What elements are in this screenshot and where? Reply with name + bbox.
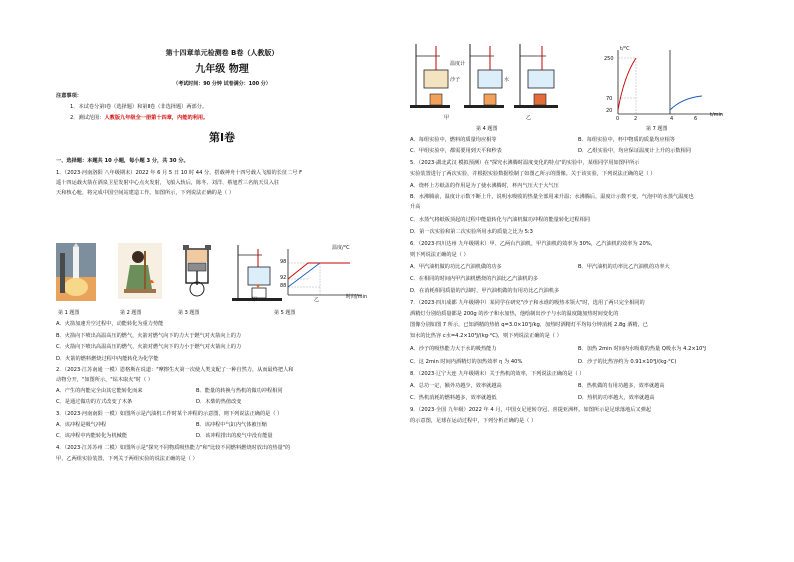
notice-item-2-scope: 人教版九年级全一册第十四章，内能的利用。 bbox=[104, 115, 209, 121]
q3-line: 3．（2023·河南南阳 一模）如图所示是汽油机工作时某个冲程的示意图，则下列说法正确的是（ ） bbox=[56, 411, 283, 417]
graph-x-label: 时间/min bbox=[346, 294, 368, 300]
fig4-label-water: 水 bbox=[504, 77, 510, 83]
q6-option-c: C．在相同的时间内甲汽油机燃烧的汽油比乙汽油机的多 bbox=[410, 276, 539, 282]
q7-line-1: 7．（2023·四川成都 九年级期中）某同学在研究"沙子和水谁的吸热本领大"时，选用了两只完全相同的 bbox=[410, 300, 645, 306]
subject-title: 九年级 物理 bbox=[195, 64, 249, 75]
graph-tick-88: 88 bbox=[280, 283, 287, 289]
q2-option-d: D．木柴的热值改变 bbox=[196, 399, 242, 405]
q4-line-2: 甲、乙两组实验装置，下列关于两组实验的说法正确的是（ ） bbox=[56, 456, 198, 462]
q9-line-2: 的示意图，足球在运动过程中，下列分析正确的是（ ） bbox=[410, 418, 537, 424]
q5-option-a: A．烧杯上方纸盖的作用是为了使水沸腾时，杯内气压大于大气压 bbox=[410, 183, 559, 189]
notice-item-1: 1．本试卷分第Ⅰ卷（选择题）和第Ⅱ卷（非选择题）两部分。 bbox=[70, 104, 208, 110]
heating-apparatus-diagram bbox=[410, 42, 560, 112]
caption-fig-5: 第 5 题图 bbox=[274, 310, 296, 316]
q1-line-3: 天和核心舱，将完成中国空间站建造工作。如图所示，下列说法正确的是（ ） bbox=[56, 190, 235, 196]
volume-title: 第Ⅰ卷 bbox=[208, 131, 236, 144]
q7-option-c: C．这 2min 时间内酒精灯的加热效率 η 为 40% bbox=[410, 359, 523, 365]
sand-water-temperature-graph bbox=[602, 46, 732, 120]
q1-option-c: C．火箭向下喷出高温高压的燃气，火箭对燃气向下的力小于燃气对火箭向上的力 bbox=[56, 344, 242, 350]
graph7-tick-250: 250 bbox=[604, 56, 614, 62]
notice-item-2 bbox=[70, 115, 208, 121]
q6-line-1: 6．（2023·四川达州 九年级期末）甲、乙两台汽油机，甲汽油机的效率为 30%，乙汽油机的效率为 20%， bbox=[410, 241, 656, 247]
graph-tick-98: 98 bbox=[280, 259, 287, 265]
q5-option-b-cont: 升高 bbox=[410, 204, 421, 210]
q8-option-c: C．热机消耗的燃料越多，效率就越低 bbox=[410, 395, 497, 401]
notice-heading: 注意事项： bbox=[56, 93, 82, 99]
q6-option-a: A．甲汽油机做的功比乙汽油机做的功多 bbox=[410, 264, 502, 270]
q2-option-a: A．产生的内能完全由其它能转化而来 bbox=[56, 388, 143, 394]
caption-fig-2: 第 2 题图 bbox=[120, 310, 142, 316]
q6-option-d: D．在消耗相同质量的汽油时，甲汽油机做的有用功比乙汽油机多 bbox=[410, 288, 560, 294]
q4-option-a: A．每组实验中，燃料的质量均应相等 bbox=[410, 137, 497, 143]
q3-option-b: B．该冲程中气缸内气体被压缩 bbox=[196, 422, 267, 428]
graph-tick-92: 92 bbox=[280, 275, 287, 281]
fig4-label-b: 乙 bbox=[526, 115, 532, 121]
q4-line-1: 4．（2023·江苏苏州 二模）如图所示是"探究不同物质吸热能力"和"比较不同燃料燃烧时放出的热量"的 bbox=[56, 445, 291, 451]
caption-fig-4: 第 4 题图 bbox=[476, 126, 498, 132]
q5-line-2: 实验装置进行了两次实验，并根据实验数据绘制了如图乙所示的图像。关于该实验，下列说法正确的是（ ） bbox=[410, 171, 656, 177]
q1-option-a: A．火箭加速升空过程中，动能转化为重力势能 bbox=[56, 321, 164, 327]
engine-cylinder-diagram bbox=[180, 243, 214, 299]
caption-fig-3: 第 3 题图 bbox=[178, 310, 200, 316]
q2-line-2: 动物分开，"如图所示，"钻木取火"时（ ） bbox=[56, 377, 153, 383]
q1-line-1: 1．（2023·河南洛阳 八年级期末）2022 年 6 月 5 日 10 时 44 分，搭载神舟十四号载人飞船的长征二号 F bbox=[56, 170, 303, 176]
q1-option-d: D．火箭的燃料燃烧过程中内能转化为化学能 bbox=[56, 356, 159, 362]
q4-option-b: B．每组实验中，杯中物质的质量均应相等 bbox=[578, 137, 675, 143]
q7-line-3: 图像分别如图 7 所示，已知酒精的热值 q=3.0×10⁷J/kg，加热时酒精灯平均每分钟消耗 2.8g 酒精，已 bbox=[410, 322, 648, 328]
q3-option-a: A．该冲程是吸气冲程 bbox=[56, 422, 107, 428]
section-heading: 一、选择题：本题共 10 小题，每小题 3 分，共 30 分。 bbox=[56, 158, 189, 164]
q9-line-1: 9．（2023·全国 九年级）2022 年 4 月，中国女足逆转夺冠，喜提亚洲杯。如图所示是足球落地后又弹起 bbox=[410, 407, 651, 413]
q6-line-2: 则下列说法正确的是（ ） bbox=[410, 252, 469, 258]
q3-option-c: C．该冲程中内能转化为机械能 bbox=[56, 433, 128, 439]
graph-tag-b: 乙 bbox=[314, 297, 320, 303]
fig4-label-sand: 沙子 bbox=[450, 77, 461, 83]
q7-option-d: D．沙子的比热容约为 0.91×10³J/(kg·°C) bbox=[578, 359, 677, 365]
graph7-xtick-0: 0 bbox=[616, 116, 620, 122]
q1-option-b: B．火箭向下喷出高温高压的燃气，火箭对燃气向下的力大于燃气对火箭向上的力 bbox=[56, 333, 242, 339]
graph7-tick-20: 20 bbox=[606, 108, 613, 114]
graph7-xtick-6: 6 bbox=[694, 116, 698, 122]
q4-option-d: D．乙组实验中，均应保证温度计上升的示数相同 bbox=[578, 148, 691, 154]
q3-option-d: D．该冲程排出的废气中没有能量 bbox=[196, 433, 273, 439]
fig4-label-thermometer: 温度计 bbox=[450, 61, 466, 67]
q7-line-4: 知水的比热容 c水=4.2×10³J/(kg·°C)，则下列说法正确的是（ ） bbox=[410, 333, 562, 339]
q2-line-1: 2．（2023·江苏南通 一模）恩格斯在说道："摩擦生火第一次使人类支配了一种自然力，从而最终把人和 bbox=[56, 367, 294, 373]
q8-option-b: B．热机做的有用功越多，效率就越高 bbox=[578, 383, 665, 389]
drill-fire-illustration bbox=[118, 243, 162, 299]
q8-line: 8．（2023·辽宁大连 九年级期末）关于热机的效率，下列说法正确的是（ ） bbox=[410, 371, 585, 377]
graph7-xtick-4: 4 bbox=[670, 116, 674, 122]
q6-option-b: B．甲汽油机的功率比乙汽油机的功率大 bbox=[578, 264, 670, 270]
q7-option-a: A．沙子的吸热能力大于水的吸热能力 bbox=[410, 346, 497, 352]
q5-option-c: C．水蒸气将纸板顶起的过程中能量转化与汽油机做功冲程的能量转化过程相同 bbox=[410, 217, 590, 223]
notice-item-2-label: 2．测试范围： bbox=[70, 115, 105, 121]
graph7-x-label: t/min bbox=[710, 112, 724, 118]
caption-fig-7: 第 7 题图 bbox=[646, 126, 668, 132]
rocket-launch-image bbox=[56, 243, 96, 301]
q7-line-2: 酒精灯分别给质量都是 200g 的沙子和水加热，他绘制出沙子与水的温度随加热时间变化的 bbox=[410, 311, 619, 317]
caption-fig-1: 第 1 题图 bbox=[58, 310, 80, 316]
q5-line-1: 5．（2023·湖北武汉 模拟预测）在"探究水沸腾时温度变化的特点"的实验中，某组同学用如图甲所示 bbox=[410, 160, 640, 166]
q1-line-2: 遥十四运载火箭在酒泉卫星发射中心点火发射，飞船入轨后，陈冬、刘洋、蔡旭哲三名航天员入驻 bbox=[56, 180, 280, 186]
graph7-y-label: t/°C bbox=[620, 46, 630, 52]
exam-meta: （考试时间：90 分钟 试卷满分：100 分） bbox=[173, 81, 271, 87]
q8-option-a: A．总功一定，额外功越少，效率就越高 bbox=[410, 383, 502, 389]
q5-option-b: B．水沸腾前，温度计示数不断上升，说明水吸收的热量全部用来升温；水沸腾后，温度计示数不变，气泡中的水蒸气温度也 bbox=[410, 194, 694, 200]
graph7-xtick-2: 2 bbox=[634, 116, 638, 122]
exam-title: 第十四章单元检测卷 B卷（人教版） bbox=[165, 49, 279, 57]
fig4-label-a: 甲 bbox=[444, 115, 450, 121]
q2-option-b: B．能量的转换与热机的做功冲程相同 bbox=[196, 388, 283, 394]
q2-option-c: C．是通过做功的方式改变了木条 bbox=[56, 399, 133, 405]
graph-y-label: 温度/°C bbox=[332, 245, 350, 251]
boiling-apparatus-diagram bbox=[232, 243, 287, 303]
graph-tag-a: 甲 bbox=[252, 297, 258, 303]
q5-option-d: D．第一次实验和第二次实验所用水的质量之比为 5:3 bbox=[410, 229, 533, 235]
q8-option-d: D．热机的功率越大，效率就越高 bbox=[578, 395, 655, 401]
q7-option-b: B．加热 2min 时间内水吸收的热量 Q吸水为 4.2×10⁵J bbox=[578, 346, 706, 352]
graph7-tick-70: 70 bbox=[606, 96, 613, 102]
q4-option-c: C．甲组实验中，都需要用到天平和秒表 bbox=[410, 148, 502, 154]
